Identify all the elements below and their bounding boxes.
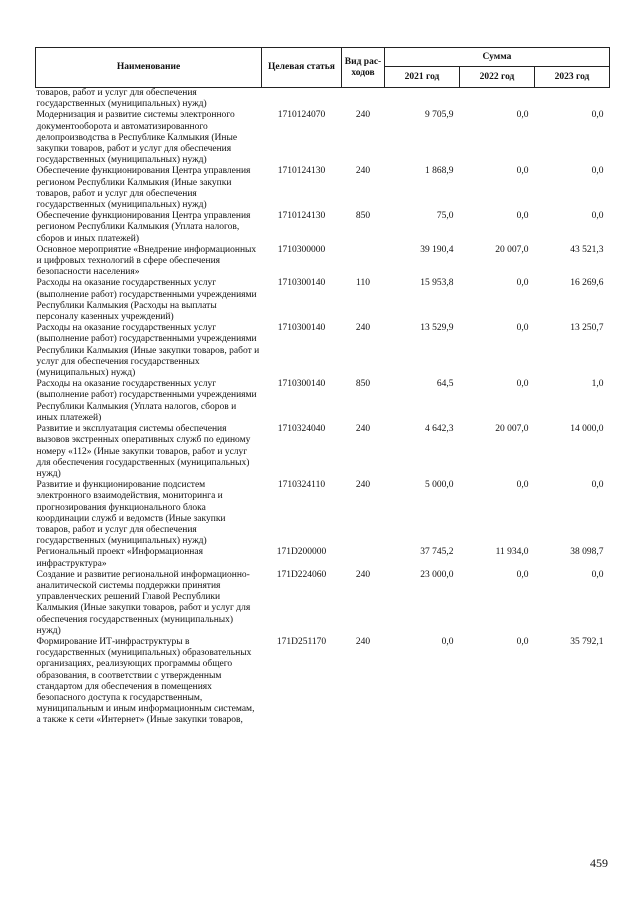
table-row <box>36 166 610 211</box>
row-value-2022 <box>460 88 535 111</box>
table-row <box>36 88 610 111</box>
row-value-2023: 0,0 <box>591 110 604 121</box>
row-value-2021 <box>385 88 460 111</box>
row-value-2021: 13 529,9 <box>420 323 454 334</box>
row-value-2021: 75,0 <box>436 211 454 222</box>
row-value-2021: 37 745,2 <box>420 547 454 558</box>
row-name: Расходы на оказание государственных услуг (выполнение работ) государственными учреждениями Республики Калмыкия (Расходы на выплаты персоналу казенных учреждений) <box>36 278 257 323</box>
row-value-2022: 0,0 <box>516 323 529 334</box>
row-name: Модернизация и развитие системы электронного документооборота и автоматизированного делопроизводства в Республике Калмыкия (Иные закупки товаров, работ и услуг для обеспечения государственных (муниципальных) нужд) <box>36 110 238 166</box>
row-value-2022: 0,0 <box>516 211 529 222</box>
row-value-2022: 0,0 <box>516 569 529 580</box>
row-expense-type: 240 <box>355 166 371 177</box>
row-value-2023: 0,0 <box>591 569 604 580</box>
table-row <box>36 424 610 480</box>
row-expense-type: 240 <box>355 636 371 647</box>
row-name: Развитие и эксплуатация системы обеспечения вызовов экстренных оперативных служб по единому номеру «112» (Иные закупки товаров, работ и услуг для обеспечения государственных (муниципальных) нужд) <box>36 424 251 479</box>
row-value-2022: 0,0 <box>516 110 529 121</box>
row-expense-type: 850 <box>355 211 371 222</box>
row-expense-type: 240 <box>355 569 371 580</box>
row-expense-type <box>342 245 385 279</box>
table-row <box>36 245 610 279</box>
row-value-2023: 38 098,7 <box>570 547 604 558</box>
row-value-2021: 4 642,3 <box>425 424 454 435</box>
page-number: 459 <box>590 856 608 870</box>
table-row <box>36 637 610 727</box>
row-name: Расходы на оказание государственных услуг (выполнение работ) государственными учреждениями Республики Калмыкия (Иные закупки товаров, работ и услуг для обеспечения государственных (муниципальных) нужд) <box>36 323 260 379</box>
row-name: Основное мероприятие «Внедрение информационных и цифровых технологий в сфере обеспечения безопасности населения» <box>36 244 257 278</box>
header-code: Целевая статья <box>262 48 342 88</box>
row-name: Создание и развитие региональной информационно-аналитической системы поддержки принятия управленческих решений Главой Республики Калмыкия (Иные закупки товаров, работ и услуг для обеспечения государственных (муниципальных) нужд) <box>36 569 251 636</box>
row-value-2022: 0,0 <box>516 278 529 289</box>
row-expense-type: 240 <box>355 110 371 121</box>
row-target-code: 1710124130 <box>277 166 326 177</box>
row-value-2022: 11 934,0 <box>495 547 529 558</box>
row-value-2021: 5 000,0 <box>425 480 454 491</box>
header-vid: Вид рас-ходов <box>342 48 385 88</box>
row-value-2021: 1 868,9 <box>425 166 454 177</box>
header-year-2023: 2023 год <box>535 67 610 88</box>
row-value-2022: 0,0 <box>516 480 529 491</box>
row-target-code: 1710324040 <box>277 424 326 435</box>
row-value-2023: 1,0 <box>591 379 604 390</box>
row-value-2023: 16 269,6 <box>570 278 604 289</box>
row-name: Обеспечение функционирования Центра управления регионом Республики Калмыкия (Уплата налогов, сборов и иных платежей) <box>36 211 251 244</box>
row-value-2022: 0,0 <box>516 166 529 177</box>
row-target-code: 171D200000 <box>276 547 327 558</box>
row-name: Обеспечение функционирования Центра управления регионом Республики Калмыкия (Иные закупки товаров, работ и услуг для обеспечения государственных (муниципальных) нужд) <box>36 166 251 211</box>
row-value-2023: 0,0 <box>591 166 604 177</box>
row-expense-type: 240 <box>355 323 371 334</box>
row-value-2022: 0,0 <box>516 636 529 647</box>
header-year-2021: 2021 год <box>385 67 460 88</box>
row-target-code: 171D224060 <box>276 569 327 580</box>
row-value-2023: 43 521,3 <box>570 244 604 255</box>
table-row <box>36 278 610 323</box>
row-value-2023: 0,0 <box>591 480 604 491</box>
header-year-2022: 2022 год <box>460 67 535 88</box>
row-target-code: 171D251170 <box>276 636 327 647</box>
row-expense-type <box>342 88 385 111</box>
row-value-2022: 0,0 <box>516 379 529 390</box>
table-header <box>36 48 610 88</box>
row-value-2023 <box>535 88 610 111</box>
row-target-code: 1710300140 <box>277 379 326 390</box>
row-name: Развитие и функционирование подсистем электронного взаимодействия, мониторинга и прогнозирования функционального блока координации служб и ведомств (Иные закупки товаров, работ и услуг для обеспечения государственных (муниципальных) нужд) <box>36 480 226 547</box>
row-name: товаров, работ и услуг для обеспечения государственных (муниципальных) нужд) <box>36 88 207 110</box>
budget-table-document <box>35 47 609 727</box>
row-name: Формирование ИТ-инфраструктуры в государственных (муниципальных) образовательных организациях, реализующих программы общего образования, в соответствии с утвержденным стандартом для обеспечения в помещениях безопасного доступа к государственным, муниципальным и иным информационным системам, а также к сети «Интернет» (Иные закупки товаров, <box>36 636 255 726</box>
header-name: Наименование <box>36 48 262 88</box>
budget-table <box>35 47 610 727</box>
row-expense-type: 850 <box>355 379 371 390</box>
row-value-2023: 14 000,0 <box>570 424 604 435</box>
table-row <box>36 110 610 166</box>
row-name: Региональный проект «Информационная инфраструктура» <box>36 547 203 569</box>
row-expense-type: 240 <box>355 424 371 435</box>
row-value-2021: 23 000,0 <box>420 569 454 580</box>
row-value-2021: 0,0 <box>441 636 454 647</box>
table-row <box>36 323 610 379</box>
table-row <box>36 480 610 547</box>
row-target-code: 1710300000 <box>277 244 326 255</box>
row-name: Расходы на оказание государственных услуг (выполнение работ) государственными учреждениями Республики Калмыкия (Уплата налогов, сборов и иных платежей) <box>36 379 257 423</box>
row-value-2021: 15 953,8 <box>420 278 454 289</box>
table-row <box>36 211 610 245</box>
row-value-2023: 0,0 <box>591 211 604 222</box>
row-value-2021: 64,5 <box>436 379 454 390</box>
row-target-code: 1710124130 <box>277 211 326 222</box>
row-target-code: 1710324110 <box>277 480 326 491</box>
table-row <box>36 379 610 424</box>
row-value-2023: 35 792,1 <box>570 636 604 647</box>
row-value-2022: 20 007,0 <box>495 244 529 255</box>
row-value-2021: 39 190,4 <box>420 244 454 255</box>
row-value-2021: 9 705,9 <box>425 110 454 121</box>
row-expense-type: 240 <box>355 480 371 491</box>
header-sum: Сумма <box>385 48 610 67</box>
row-target-code: 1710124070 <box>277 110 326 121</box>
row-value-2022: 20 007,0 <box>495 424 529 435</box>
table-body <box>36 88 610 727</box>
table-row <box>36 547 610 569</box>
row-target-code <box>262 88 342 111</box>
table-row <box>36 570 610 637</box>
row-value-2023: 13 250,7 <box>570 323 604 334</box>
row-expense-type: 110 <box>356 278 370 289</box>
row-expense-type <box>342 547 385 569</box>
row-target-code: 1710300140 <box>277 278 326 289</box>
row-target-code: 1710300140 <box>277 323 326 334</box>
